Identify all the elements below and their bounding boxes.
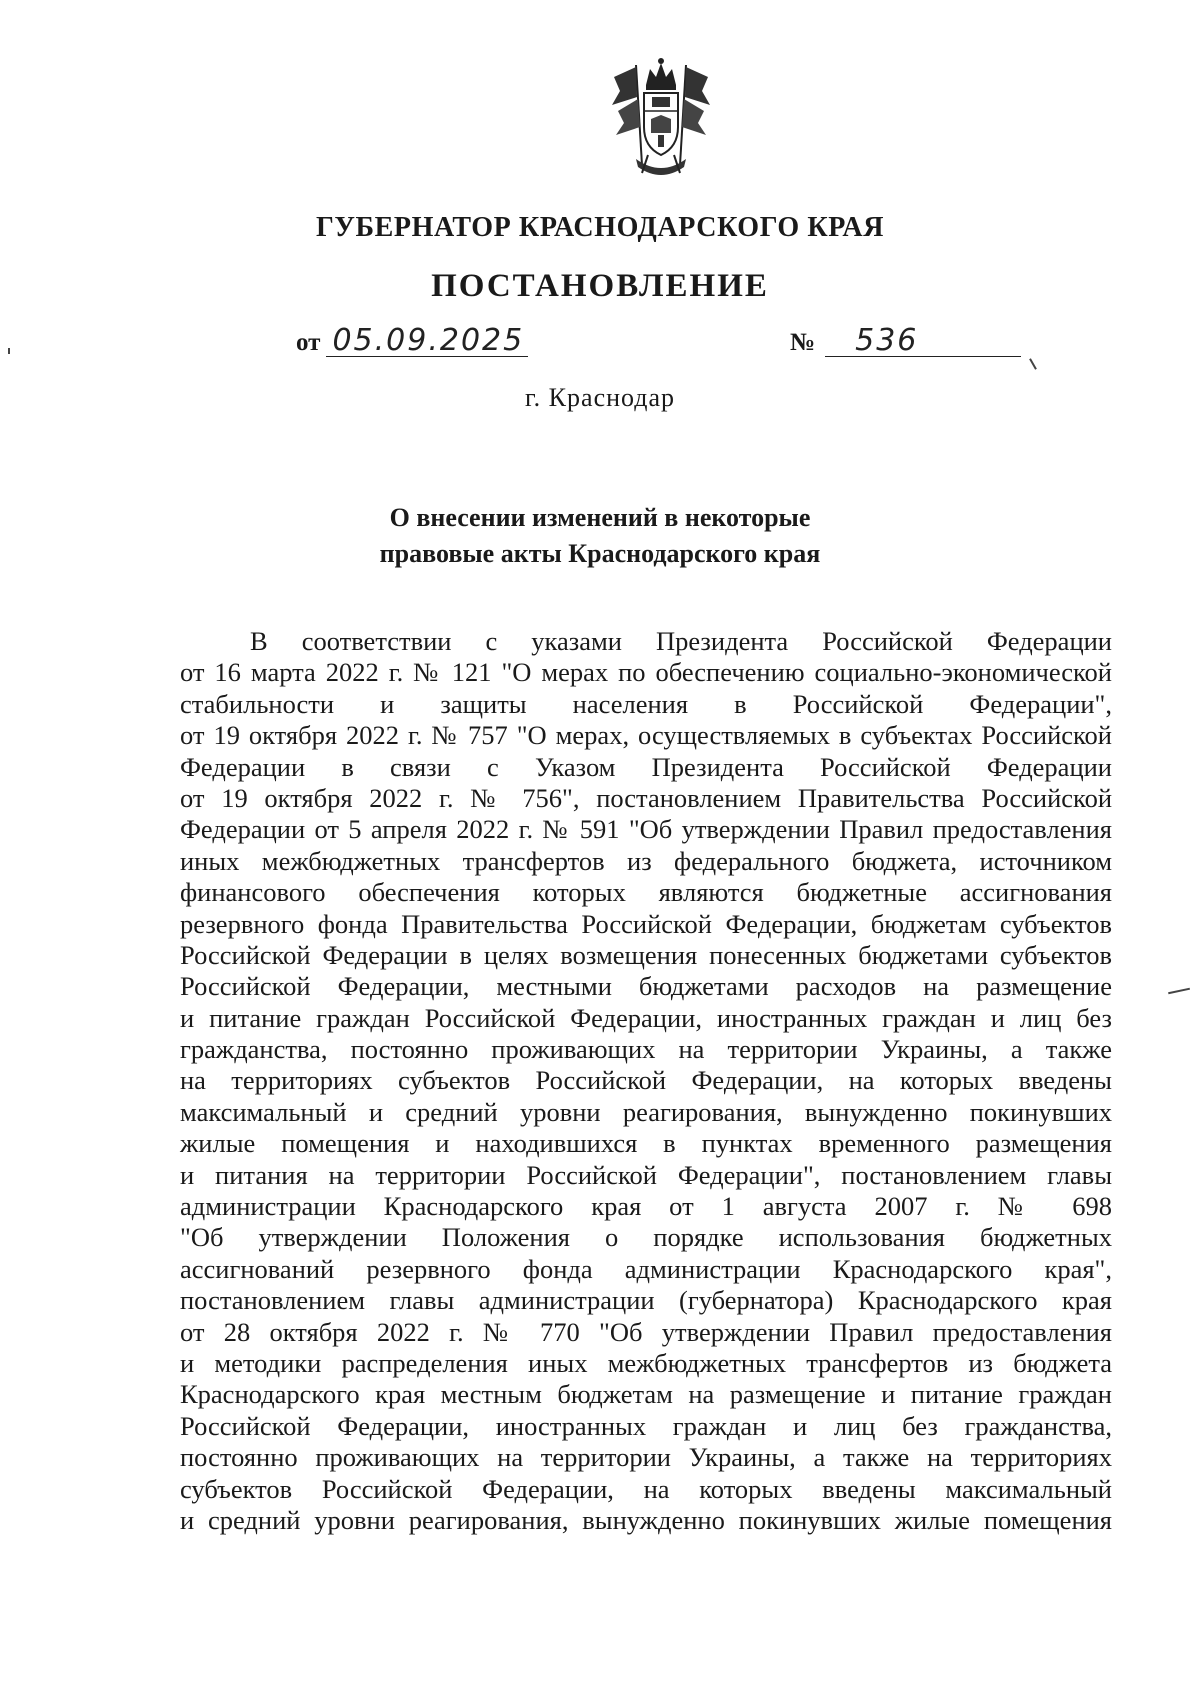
body-line: Краснодарского края местным бюджетам на размещение и питание граждан: [180, 1379, 1112, 1410]
body-line: администрации Краснодарского края от 1 августа 2007 г. № 698: [180, 1191, 1112, 1222]
body-line: резервного фонда Правительства Российской Федерации, бюджетам субъектов: [180, 908, 1112, 939]
subject-line: правовые акты Краснодарского края: [379, 539, 821, 568]
number-field: [790, 323, 1021, 358]
body-line: от 19 октября 2022 г. № 756", постановлением Правительства Российской: [180, 782, 1112, 813]
date-value: 05.09.2025: [326, 326, 528, 357]
body-line: и питание граждан Российской Федерации, иностранных граждан и лиц без: [180, 1002, 1112, 1033]
body-paragraph: [180, 626, 1112, 1536]
body-line: стабильности и защиты населения в Российской Федерации",: [180, 688, 1112, 719]
body-line: от 16 марта 2022 г. № 121 "О мерах по обеспечению социально-экономической: [180, 657, 1112, 688]
body-line: гражданства, постоянно проживающих на территории Украины, а также: [180, 1034, 1112, 1065]
body-line: жилые помещения и находившихся в пунктах временного размещения: [180, 1128, 1112, 1159]
issuing-authority: ГУБЕРНАТОР КРАСНОДАРСКОГО КРАЯ: [315, 212, 885, 243]
body-line: постоянно проживающих на территории Украины, а также на территориях: [180, 1442, 1112, 1473]
body-line: от 28 октября 2022 г. № 770 "Об утверждении Правил предоставления: [180, 1316, 1112, 1347]
body-line: субъектов Российской Федерации, на которых введены максимальный: [180, 1473, 1112, 1504]
date-field: [296, 323, 528, 358]
body-line: от 19 октября 2022 г. № 757 "О мерах, осуществляемых в субъектах Российской: [180, 720, 1112, 751]
date-prefix: от: [296, 329, 321, 356]
body-line: на территориях субъектов Российской Федерации, на которых введены: [180, 1065, 1112, 1096]
body-line: и средний уровни реагирования, вынужденно покинувших жилые помещения: [180, 1504, 1112, 1535]
body-line: иных межбюджетных трансфертов из федерального бюджета, источником: [180, 845, 1112, 876]
body-line: финансового обеспечения которых являются бюджетные ассигнования: [180, 877, 1112, 908]
body-line: ассигнований резервного фонда администрации Краснодарского края",: [180, 1253, 1112, 1284]
scan-mark: [1168, 988, 1190, 994]
body-line: и питания на территории Российской Федерации", постановлением главы: [180, 1159, 1112, 1190]
number-prefix: №: [790, 329, 816, 356]
body-line: максимальный и средний уровни реагирования, вынужденно покинувших: [180, 1096, 1112, 1127]
body-line: В соответствии с указами Президента Российской Федерации: [250, 626, 1112, 656]
body-line: Федерации в связи с Указом Президента Российской Федерации: [180, 751, 1112, 782]
body-line: Российской Федерации, местными бюджетами расходов на размещение: [180, 971, 1112, 1002]
document-subject: [0, 500, 1200, 572]
body-line: Федерации от 5 апреля 2022 г. № 591 "Об утверждении Правил предоставления: [180, 814, 1112, 845]
scan-mark: [8, 348, 10, 354]
city-label: г. Краснодар: [524, 383, 676, 412]
subject-line: О внесении изменений в некоторые: [389, 503, 811, 532]
body-line: Российской Федерации в целях возмещения понесенных бюджетами субъектов: [180, 939, 1112, 970]
scan-mark: [1029, 358, 1037, 369]
body-line: "Об утверждении Положения о порядке использования бюджетных: [180, 1222, 1112, 1253]
number-value: 536: [825, 326, 1021, 357]
body-line: постановлением главы администрации (губернатора) Краснодарского края: [180, 1285, 1112, 1316]
body-line: и методики распределения иных межбюджетных трансфертов из бюджета: [180, 1347, 1112, 1378]
coat-of-arms-icon: [606, 55, 716, 185]
document-type-title: ПОСТАНОВЛЕНИЕ: [431, 268, 769, 304]
body-line: Российской Федерации, иностранных граждан и лиц без гражданства,: [180, 1410, 1112, 1441]
